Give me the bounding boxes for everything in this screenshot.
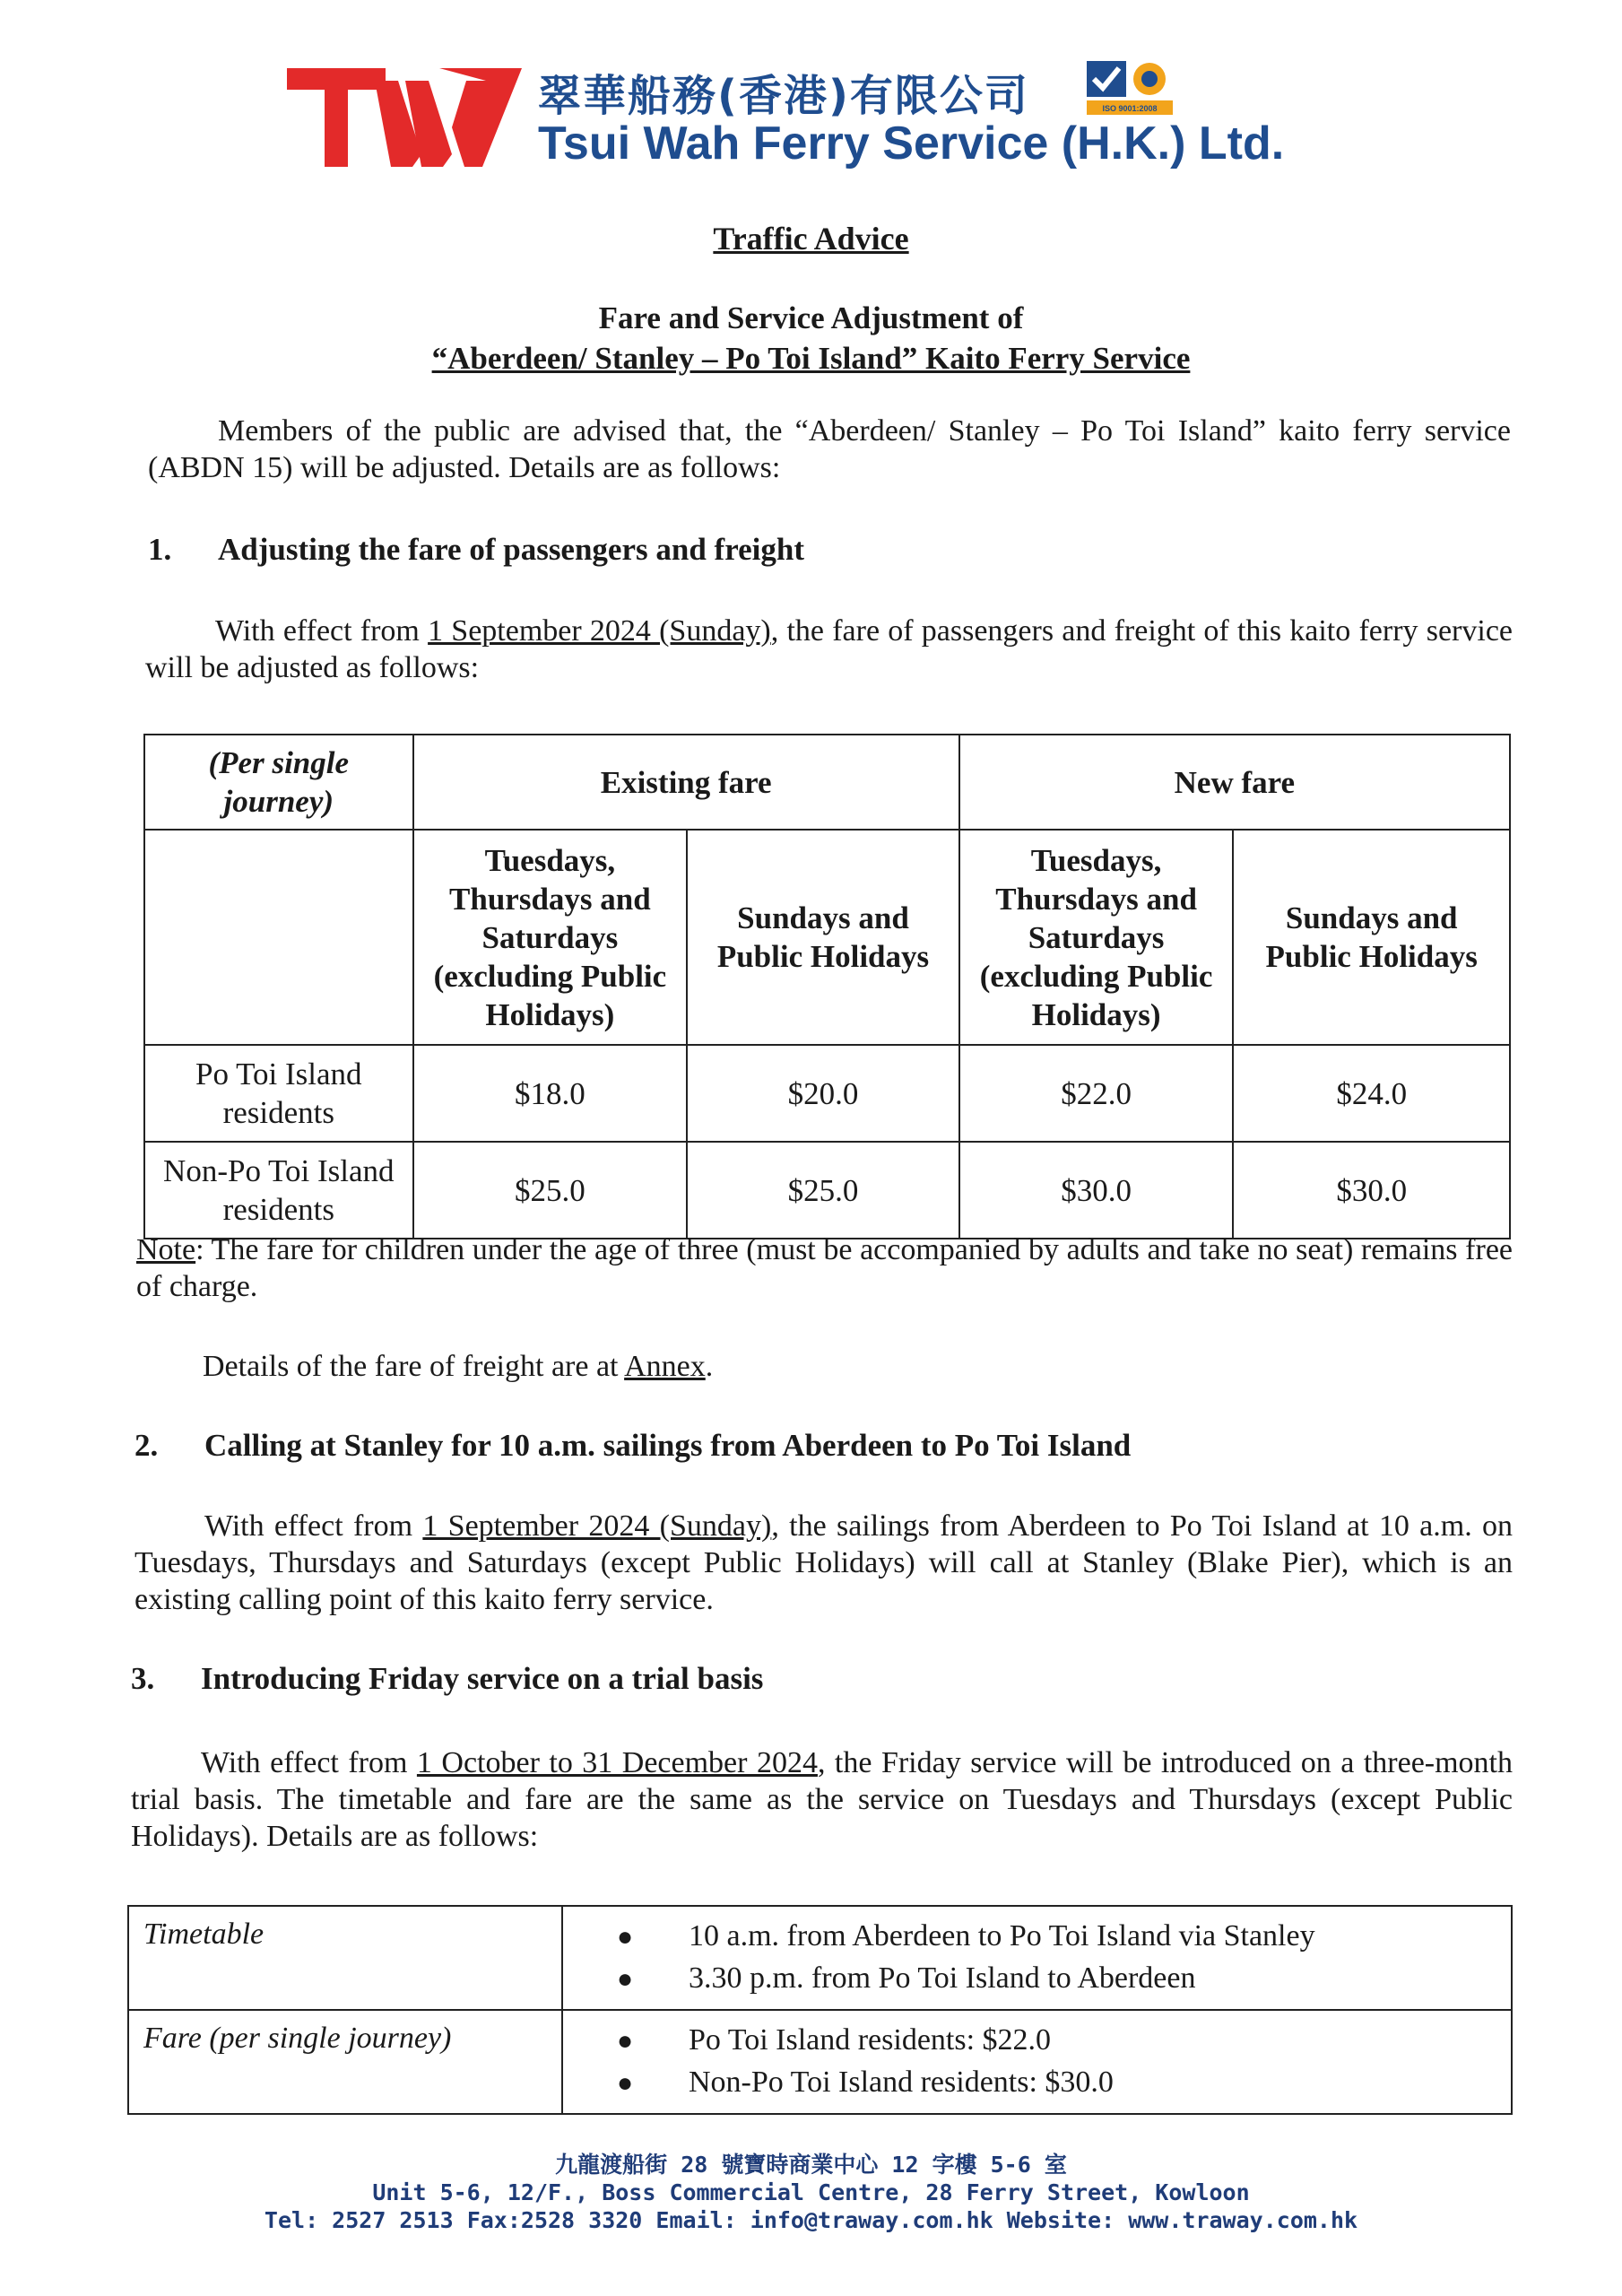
footer-address-english: Unit 5-6, 12/F., Boss Commercial Centre, 28 Ferry Street, Kowloon: [372, 2179, 1250, 2205]
fare-cell: $22.0: [959, 1045, 1234, 1142]
footer-contact: Tel: 2527 2513 Fax:2528 3320 Email: info@traway.com.hk Website: www.traway.com.hk: [264, 2207, 1358, 2233]
page-title: Traffic Advice: [713, 221, 909, 257]
company-name-chinese: 翠華船務(香港)有限公司: [538, 71, 1029, 121]
list-item: ● Po Toi Island residents: $22.0: [617, 2023, 1052, 2057]
fare-cell: $20.0: [687, 1045, 959, 1142]
fare-cell: $24.0: [1233, 1045, 1510, 1142]
intro-paragraph: Members of the public are advised that, the “Aberdeen/ Stanley – Po Toi Island” kaito ferry service (ABDN 15) will be adjusted. Details are as follows:: [148, 414, 1511, 484]
tw-logo: [287, 68, 522, 167]
fare-values: [562, 2010, 1512, 2114]
svg-text:ISO 9001:2008: ISO 9001:2008: [1102, 104, 1158, 113]
list-item: ● 10 a.m. from Aberdeen to Po Toi Island via Stanley: [617, 1919, 1315, 1952]
subtitle-line-2: “Aberdeen/ Stanley – Po Toi Island” Kaito Ferry Service: [431, 341, 1191, 376]
footer: [0, 2151, 1622, 2234]
fare-cell: $30.0: [1233, 1142, 1510, 1239]
trial-period: 1 October to 31 December 2024: [416, 1746, 818, 1779]
section-2-heading: [134, 1428, 1131, 1464]
company-name-english: Tsui Wah Ferry Service (H.K.) Ltd.: [538, 117, 1285, 170]
effective-date: 1 September 2024 (Sunday): [422, 1509, 772, 1543]
new-sunday-header: Sundays and Public Holidays: [1233, 830, 1510, 1045]
list-item: ● Non-Po Toi Island residents: $30.0: [617, 2066, 1114, 2099]
footer-address-chinese: 九龍渡船街 28 號寶時商業中心 12 字樓 5-6 室: [555, 2152, 1067, 2178]
section-1-paragraph: With effect from 1 September 2024 (Sunday), the fare of passengers and freight of this kaito ferry service will be adjusted as follows:: [145, 614, 1514, 684]
section-title: Calling at Stanley for 10 a.m. sailings from Aberdeen to Po Toi Island: [204, 1428, 1132, 1463]
timetable-label: Timetable: [128, 1906, 562, 2010]
freight-annex-line: Details of the fare of freight are at Annex.: [203, 1350, 714, 1383]
empty-cell: [144, 830, 413, 1045]
letterhead: [287, 54, 1363, 179]
fare-cell: $25.0: [687, 1142, 959, 1239]
annex-link[interactable]: Annex: [624, 1350, 706, 1383]
new-weekday-header: Tuesdays, Thursdays and Saturdays (excluding Public Holidays): [959, 830, 1234, 1045]
existing-sunday-header: Sundays and Public Holidays: [687, 830, 959, 1045]
fare-cell: $30.0: [959, 1142, 1234, 1239]
effective-date: 1 September 2024 (Sunday): [428, 614, 771, 648]
row-label: Non-Po Toi Island residents: [144, 1142, 413, 1239]
section-3-heading: [131, 1661, 763, 1697]
fare-cell: $18.0: [413, 1045, 688, 1142]
section-3-paragraph: With effect from 1 October to 31 December 2024, the Friday service will be introduced on a three-month trial basis. The timetable and fare are the same as the service on Tuesdays and Thursdays (except Public Holidays). Details are as follows:: [131, 1746, 1513, 1853]
table-row: [144, 1142, 1510, 1239]
iso-certification-logo: [1085, 59, 1175, 117]
section-2-paragraph: With effect from 1 September 2024 (Sunday), the sailings from Aberdeen to Po Toi Island at 10 a.m. on Tuesdays, Thursdays and Saturdays (except Public Holidays) will call at Stanley (Blake Pier), which is an existing calling point of this kaito ferry service.: [134, 1509, 1513, 1616]
fare-note: Note: The fare for children under the age of three (must be accompanied by adults and take no seat) remains free of charge.: [136, 1233, 1513, 1303]
fare-table-corner: (Per single journey): [144, 735, 413, 830]
section-1-heading: [148, 532, 804, 568]
fare-table: [143, 734, 1511, 1239]
new-fare-header: New fare: [959, 735, 1510, 830]
table-row: [144, 1045, 1510, 1142]
fare-label: Fare (per single journey): [128, 2010, 562, 2114]
friday-service-table: [127, 1905, 1513, 2115]
subtitle-line-1: Fare and Service Adjustment of: [598, 300, 1024, 335]
existing-fare-header: Existing fare: [413, 735, 959, 830]
section-number: 1.: [148, 532, 172, 567]
timetable-values: [562, 1906, 1512, 2010]
existing-weekday-header: Tuesdays, Thursdays and Saturdays (excluding Public Holidays): [413, 830, 688, 1045]
list-item: ● 3.30 p.m. from Po Toi Island to Aberdeen: [617, 1961, 1196, 1995]
section-title: Introducing Friday service on a trial basis: [201, 1661, 764, 1696]
section-title: Adjusting the fare of passengers and freight: [218, 532, 804, 567]
section-number: 3.: [131, 1661, 155, 1696]
row-label: Po Toi Island residents: [144, 1045, 413, 1142]
section-number: 2.: [134, 1428, 159, 1463]
note-label: Note: [136, 1233, 196, 1266]
fare-cell: $25.0: [413, 1142, 688, 1239]
